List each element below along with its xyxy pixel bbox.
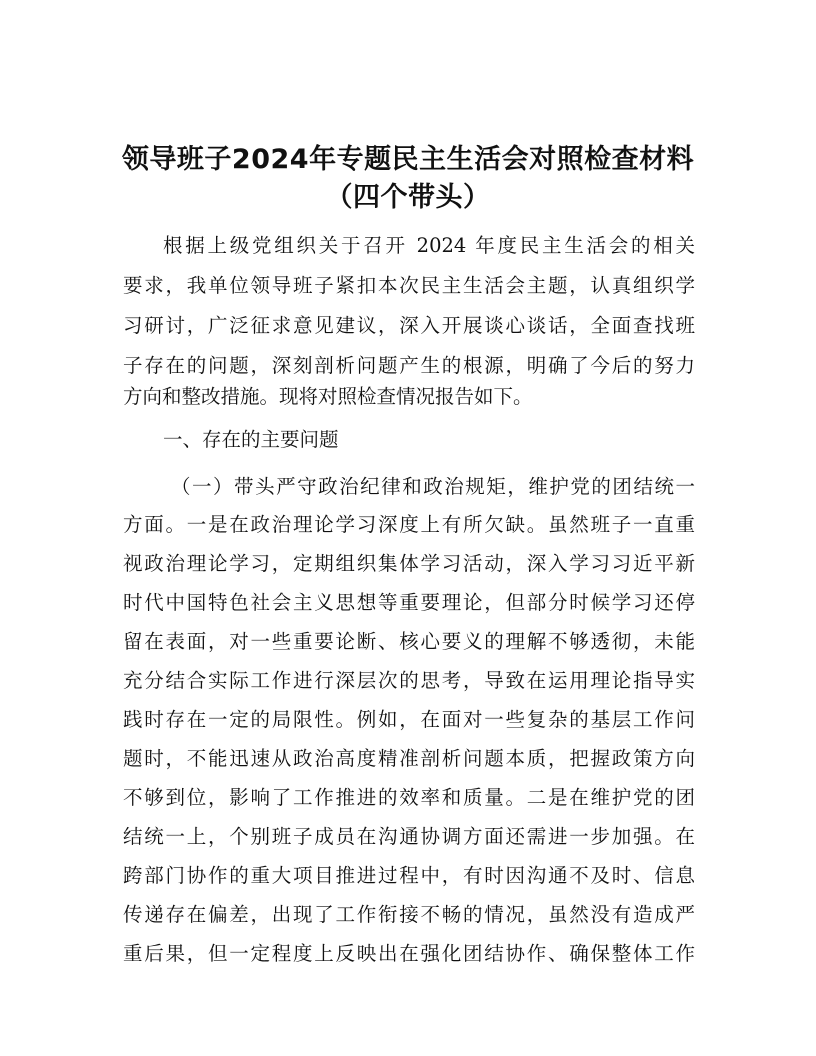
paragraph-line: 视政治理论学习，定期组织集体学习活动，深入学习习近平新 [123, 552, 695, 575]
paragraph-line: 重后果，但一定程度上反映出在强化团结协作、确保整体工作 [123, 942, 695, 965]
paragraph-line: 子存在的问题，深刻剖析问题产生的根源，明确了今后的努力 [123, 354, 695, 377]
document-subtitle: （四个带头） [325, 182, 491, 213]
paragraph-line: 根据上级党组织关于召开 2024 年度民主生活会的相关 [163, 234, 695, 257]
paragraph-line: 践时存在一定的局限性。例如，在面对一些复杂的基层工作问 [123, 708, 695, 731]
paragraph-line: 方向和整改措施。现将对照检查情况报告如下。 [123, 385, 533, 408]
paragraph-line: 习研讨，广泛征求意见建议，深入开展谈心谈话，全面查找班 [123, 314, 695, 337]
paragraph-line: （一）带头严守政治纪律和政治规矩，维护党的团结统一 [171, 475, 695, 498]
paragraph-line: 不够到位，影响了工作推进的效率和质量。二是在维护党的团 [123, 786, 695, 809]
paragraph-line: 传递存在偏差，出现了工作衔接不畅的情况，虽然没有造成严 [123, 903, 695, 926]
paragraph-line: 结统一上，个别班子成员在沟通协调方面还需进一步加强。在 [123, 825, 695, 848]
document-title: 领导班子2024年专题民主生活会对照检查材料 [121, 144, 695, 175]
paragraph-line: 方面。一是在政治理论学习深度上有所欠缺。虽然班子一直重 [123, 513, 695, 536]
paragraph-line: 时代中国特色社会主义思想等重要理论，但部分时候学习还停 [123, 591, 695, 614]
paragraph-line: 题时，不能迅速从政治高度精准剖析问题本质，把握政策方向 [123, 747, 695, 770]
section-heading: 一、存在的主要问题 [163, 428, 339, 451]
paragraph-line: 留在表面，对一些重要论断、核心要义的理解不够透彻，未能 [123, 630, 695, 653]
paragraph-line: 充分结合实际工作进行深层次的思考，导致在运用理论指导实 [123, 669, 695, 692]
paragraph-line: 跨部门协作的重大项目推进过程中，有时因沟通不及时、信息 [123, 864, 695, 887]
paragraph-line: 要求，我单位领导班子紧扣本次民主生活会主题，认真组织学 [123, 274, 695, 297]
